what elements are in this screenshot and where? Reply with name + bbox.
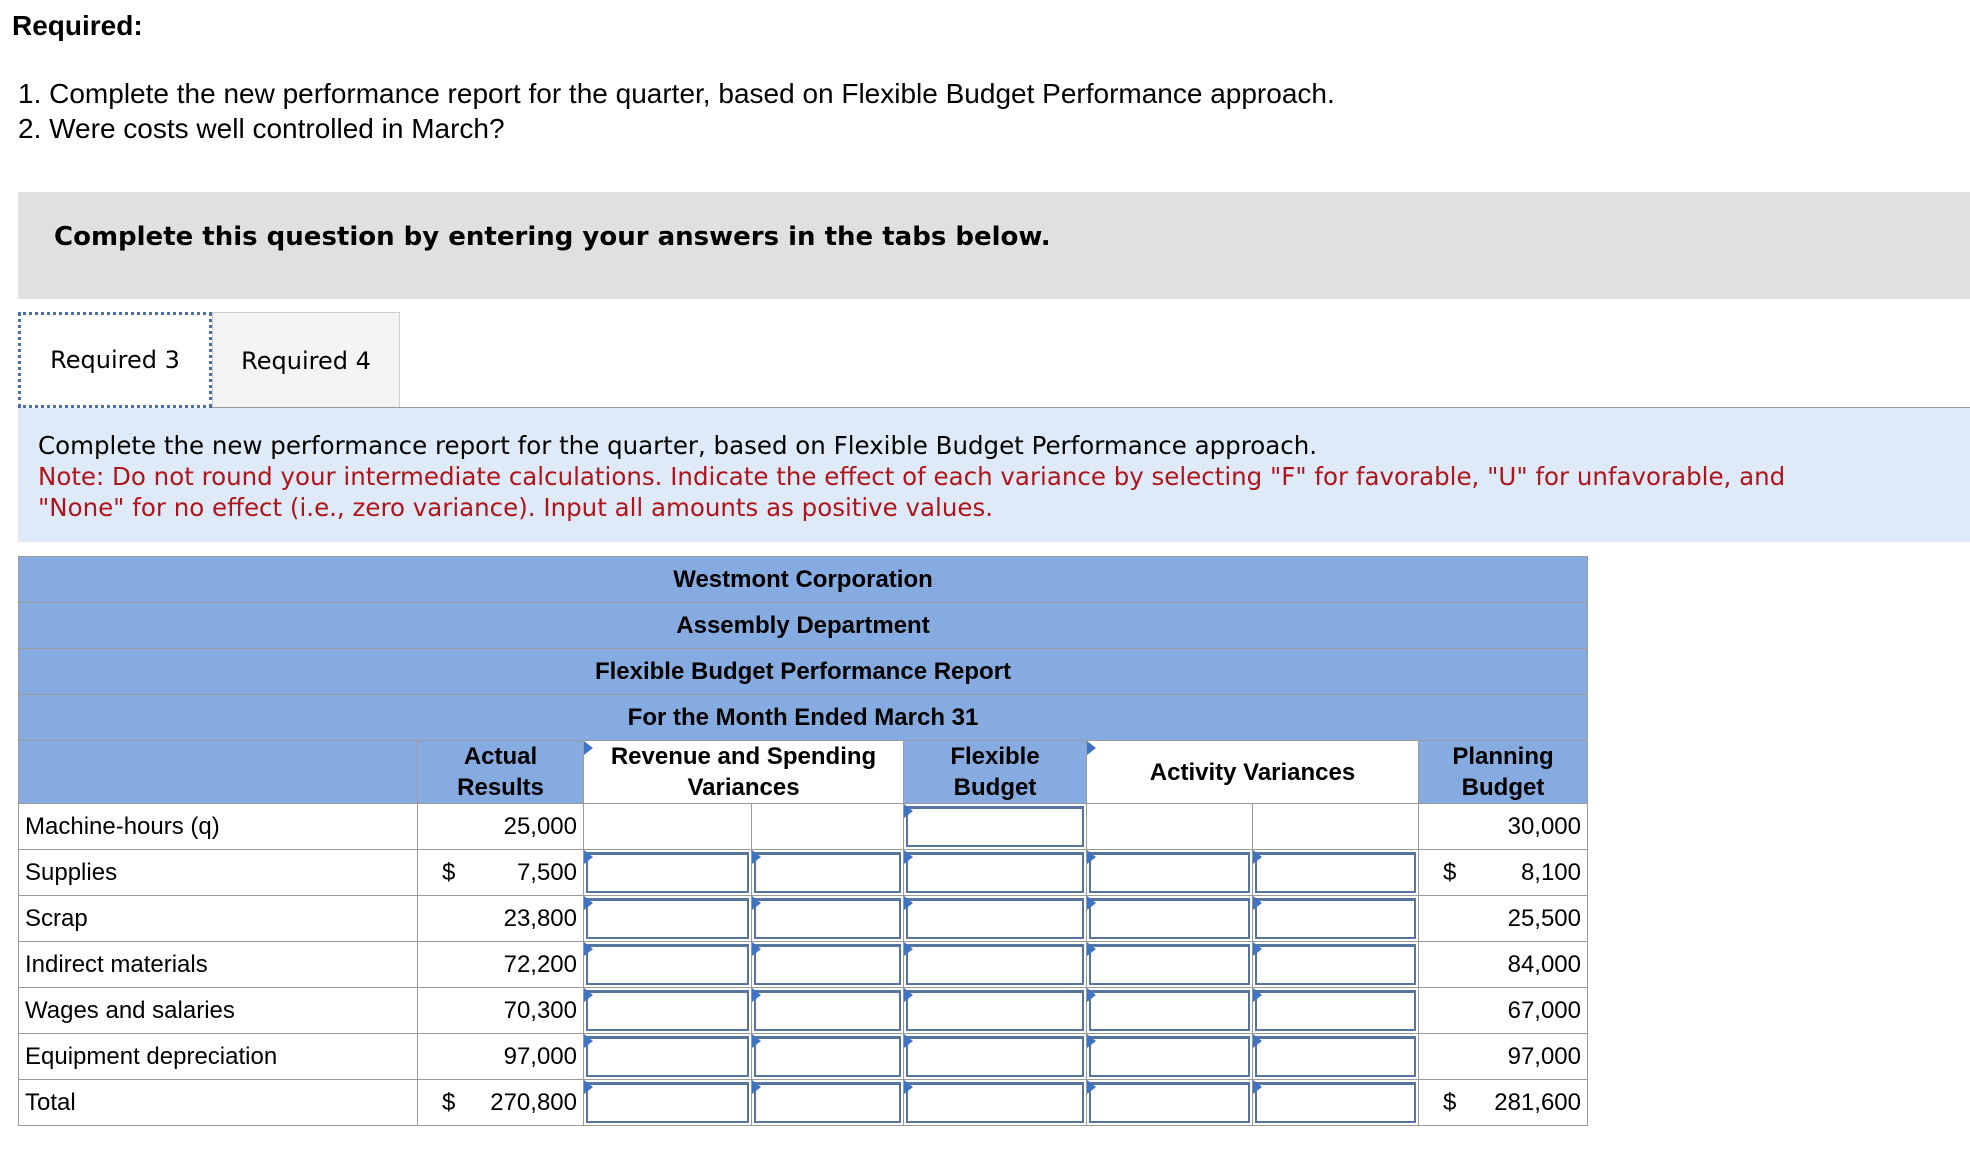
row-label: Supplies (19, 850, 418, 896)
dropdown-flag-icon (584, 741, 593, 755)
answer-field[interactable] (1255, 898, 1416, 939)
instructions-main: Complete the new performance report for the quarter, based on Flexible Budget Performance approach. (38, 431, 1318, 460)
header-blank (19, 741, 418, 804)
dropdown-flag-icon (584, 1080, 593, 1094)
answer-field[interactable] (1089, 898, 1250, 939)
flexible-budget-input[interactable] (904, 896, 1087, 942)
dropdown-flag-icon (1087, 850, 1096, 864)
planning-budget-cell (1419, 1080, 1588, 1126)
dropdown-flag-icon (752, 850, 761, 864)
rev-spend-variance-amount-input[interactable] (584, 804, 752, 850)
answer-field[interactable] (906, 806, 1084, 847)
question-1: 1. Complete the new performance report for the quarter, based on Flexible Budget Performance approach. (18, 78, 1335, 109)
planning-value: 25,500 (1507, 904, 1581, 932)
header-actual-results (418, 741, 584, 804)
table-row (19, 942, 1588, 988)
instructions-panel (18, 408, 1970, 542)
dropdown-flag-icon (584, 1034, 593, 1048)
dropdown-flag-icon (1253, 988, 1262, 1002)
header-flexible-budget (904, 741, 1087, 804)
answer-field[interactable] (754, 852, 901, 893)
rev-spend-variance-amount-input[interactable] (584, 1034, 752, 1080)
planning-value: 67,000 (1507, 996, 1581, 1024)
row-label: Machine-hours (q) (19, 804, 418, 850)
rev-spend-variance-effect-select[interactable] (752, 1034, 904, 1080)
header-rev-spend-line2: Variances (687, 774, 800, 801)
rev-spend-variance-amount-input[interactable] (584, 988, 752, 1034)
planning-budget-cell (1419, 896, 1588, 942)
table-row (19, 988, 1588, 1034)
answer-field[interactable] (586, 1082, 749, 1123)
report-body (19, 804, 1588, 1126)
planning-budget-cell (1419, 804, 1588, 850)
activity-variance-amount-input[interactable] (1087, 896, 1253, 942)
answer-field[interactable] (1089, 1036, 1250, 1077)
rev-spend-variance-effect-select[interactable] (752, 804, 904, 850)
answer-field[interactable] (586, 1036, 749, 1077)
answer-field[interactable] (906, 990, 1084, 1031)
flexible-budget-input[interactable] (904, 804, 1087, 850)
banner-text: Complete this question by entering your answers in the tabs below. (54, 222, 1051, 252)
table-row (19, 1034, 1588, 1080)
answer-field[interactable] (906, 898, 1084, 939)
question-2: 2. Were costs well controlled in March? (18, 113, 505, 144)
answer-field[interactable] (754, 990, 901, 1031)
actual-value: 72,200 (503, 950, 577, 978)
actual-results-cell (418, 988, 584, 1034)
activity-variance-effect-select[interactable] (1253, 896, 1419, 942)
actual-value: 270,800 (490, 1088, 577, 1116)
tab-required-3[interactable]: Required 3 (18, 312, 212, 408)
tab-required-4[interactable]: Required 4 (212, 312, 400, 408)
dropdown-flag-icon (752, 988, 761, 1002)
required-heading: Required: (12, 10, 143, 41)
header-activity-text: Activity Variances (1149, 758, 1356, 786)
planning-value: 30,000 (1507, 812, 1581, 840)
header-rev-spend-line1: Revenue and Spending (610, 743, 877, 770)
answer-field[interactable] (1255, 1082, 1416, 1123)
dropdown-flag-icon (1087, 1080, 1096, 1094)
rev-spend-variance-effect-select[interactable] (752, 850, 904, 896)
rev-spend-variance-amount-input[interactable] (584, 1080, 752, 1126)
dropdown-flag-icon (1087, 741, 1096, 755)
header-revenue-spending-variances[interactable] (584, 741, 904, 804)
performance-report-table (18, 556, 1588, 1126)
dropdown-flag-icon (584, 896, 593, 910)
answer-field[interactable] (754, 1036, 901, 1077)
activity-variance-amount-input[interactable] (1087, 942, 1253, 988)
report-company: Westmont Corporation (19, 557, 1588, 603)
header-planning-budget (1419, 741, 1588, 804)
row-label: Equipment depreciation (19, 1034, 418, 1080)
dropdown-flag-icon (1253, 1080, 1262, 1094)
questions-list (18, 76, 1335, 146)
rev-spend-variance-amount-input[interactable] (584, 896, 752, 942)
dropdown-flag-icon (752, 1080, 761, 1094)
actual-value: 25,000 (503, 812, 577, 840)
rev-spend-variance-amount-input[interactable] (584, 850, 752, 896)
header-planning-line1: Planning (1452, 743, 1554, 770)
actual-results-cell (418, 1034, 584, 1080)
rev-spend-variance-amount-input[interactable] (584, 942, 752, 988)
table-row (19, 850, 1588, 896)
actual-value: 7,500 (516, 858, 577, 886)
dropdown-flag-icon (1253, 896, 1262, 910)
activity-variance-effect-select[interactable] (1253, 1034, 1419, 1080)
flexible-budget-input[interactable] (904, 942, 1087, 988)
answer-field[interactable] (586, 852, 749, 893)
activity-variance-amount-input[interactable] (1087, 804, 1253, 850)
actual-results-cell (418, 804, 584, 850)
answer-field[interactable] (1089, 852, 1250, 893)
header-actual-line1: Actual (463, 743, 538, 770)
dropdown-flag-icon (904, 942, 913, 956)
planning-budget-cell (1419, 942, 1588, 988)
header-flexible-line2: Budget (953, 774, 1037, 801)
dropdown-flag-icon (904, 1034, 913, 1048)
answer-field[interactable] (906, 944, 1084, 985)
answer-field[interactable] (586, 990, 749, 1031)
actual-results-cell (418, 896, 584, 942)
answer-field[interactable] (1089, 990, 1250, 1031)
planning-value: 281,600 (1494, 1088, 1581, 1116)
actual-results-cell (418, 942, 584, 988)
activity-variance-amount-input[interactable] (1087, 1080, 1253, 1126)
dropdown-flag-icon (1087, 896, 1096, 910)
report-period: For the Month Ended March 31 (19, 695, 1588, 741)
rev-spend-variance-effect-select[interactable] (752, 942, 904, 988)
planning-value: 97,000 (1507, 1042, 1581, 1070)
dropdown-flag-icon (904, 804, 913, 818)
dropdown-flag-icon (752, 1034, 761, 1048)
flexible-budget-input[interactable] (904, 1080, 1087, 1126)
answer-field[interactable] (1255, 1036, 1416, 1077)
flexible-budget-input[interactable] (904, 1034, 1087, 1080)
dropdown-flag-icon (904, 896, 913, 910)
table-row (19, 1080, 1588, 1126)
answer-field[interactable] (1089, 1082, 1250, 1123)
instructions-note-2: "None" for no effect (i.e., zero variance). Input all amounts as positive values. (38, 493, 994, 522)
answer-field[interactable] (1255, 990, 1416, 1031)
dropdown-flag-icon (584, 850, 593, 864)
activity-variance-amount-input[interactable] (1087, 1034, 1253, 1080)
activity-variance-amount-input[interactable] (1087, 850, 1253, 896)
actual-value: 23,800 (503, 904, 577, 932)
answer-field[interactable] (1255, 852, 1416, 893)
answer-field[interactable] (1255, 944, 1416, 985)
dropdown-flag-icon (904, 1080, 913, 1094)
rev-spend-variance-effect-select[interactable] (752, 896, 904, 942)
planning-value: 84,000 (1507, 950, 1581, 978)
dropdown-flag-icon (904, 988, 913, 1002)
answer-field[interactable] (754, 944, 901, 985)
currency-symbol: $ (1443, 858, 1457, 886)
planning-budget-cell (1419, 988, 1588, 1034)
rev-spend-variance-effect-select[interactable] (752, 988, 904, 1034)
currency-symbol: $ (442, 858, 456, 886)
report-title: Flexible Budget Performance Report (19, 649, 1588, 695)
dropdown-flag-icon (584, 942, 593, 956)
actual-results-cell (418, 1080, 584, 1126)
activity-variance-effect-select[interactable] (1253, 1080, 1419, 1126)
dropdown-flag-icon (584, 988, 593, 1002)
dropdown-flag-icon (752, 942, 761, 956)
dropdown-flag-icon (1087, 942, 1096, 956)
dropdown-flag-icon (752, 896, 761, 910)
answer-field[interactable] (906, 852, 1084, 893)
row-label: Total (19, 1080, 418, 1126)
planning-budget-cell (1419, 1034, 1588, 1080)
table-row (19, 804, 1588, 850)
currency-symbol: $ (1443, 1088, 1457, 1116)
header-activity-variances[interactable] (1087, 741, 1419, 804)
flexible-budget-input[interactable] (904, 850, 1087, 896)
dropdown-flag-icon (904, 850, 913, 864)
answer-field[interactable] (586, 944, 749, 985)
answer-field[interactable] (906, 1036, 1084, 1077)
table-row (19, 896, 1588, 942)
dropdown-flag-icon (1087, 1034, 1096, 1048)
actual-results-cell (418, 850, 584, 896)
answer-field[interactable] (1089, 944, 1250, 985)
answer-field[interactable] (754, 898, 901, 939)
activity-variance-effect-select[interactable] (1253, 988, 1419, 1034)
row-label: Scrap (19, 896, 418, 942)
currency-symbol: $ (442, 1088, 456, 1116)
instructions-note-1: Note: Do not round your intermediate calculations. Indicate the effect of each variance by selecting "F" for favorable, "U" for unfavorable, and (38, 462, 1786, 491)
row-label: Wages and salaries (19, 988, 418, 1034)
dropdown-flag-icon (1253, 850, 1262, 864)
answer-field[interactable] (586, 898, 749, 939)
rev-spend-variance-effect-select[interactable] (752, 1080, 904, 1126)
answer-field[interactable] (754, 1082, 901, 1123)
header-planning-line2: Budget (1461, 774, 1545, 801)
actual-value: 97,000 (503, 1042, 577, 1070)
actual-value: 70,300 (503, 996, 577, 1024)
activity-variance-effect-select[interactable] (1253, 804, 1419, 850)
activity-variance-effect-select[interactable] (1253, 850, 1419, 896)
header-flexible-line1: Flexible (950, 743, 1040, 770)
planning-value: 8,100 (1520, 858, 1581, 886)
header-actual-line2: Results (457, 774, 544, 801)
activity-variance-amount-input[interactable] (1087, 988, 1253, 1034)
activity-variance-effect-select[interactable] (1253, 942, 1419, 988)
report-department: Assembly Department (19, 603, 1588, 649)
planning-budget-cell (1419, 850, 1588, 896)
dropdown-flag-icon (1253, 1034, 1262, 1048)
dropdown-flag-icon (1253, 942, 1262, 956)
row-label: Indirect materials (19, 942, 418, 988)
answer-field[interactable] (906, 1082, 1084, 1123)
instruction-banner (18, 192, 1970, 299)
flexible-budget-input[interactable] (904, 988, 1087, 1034)
dropdown-flag-icon (1087, 988, 1096, 1002)
